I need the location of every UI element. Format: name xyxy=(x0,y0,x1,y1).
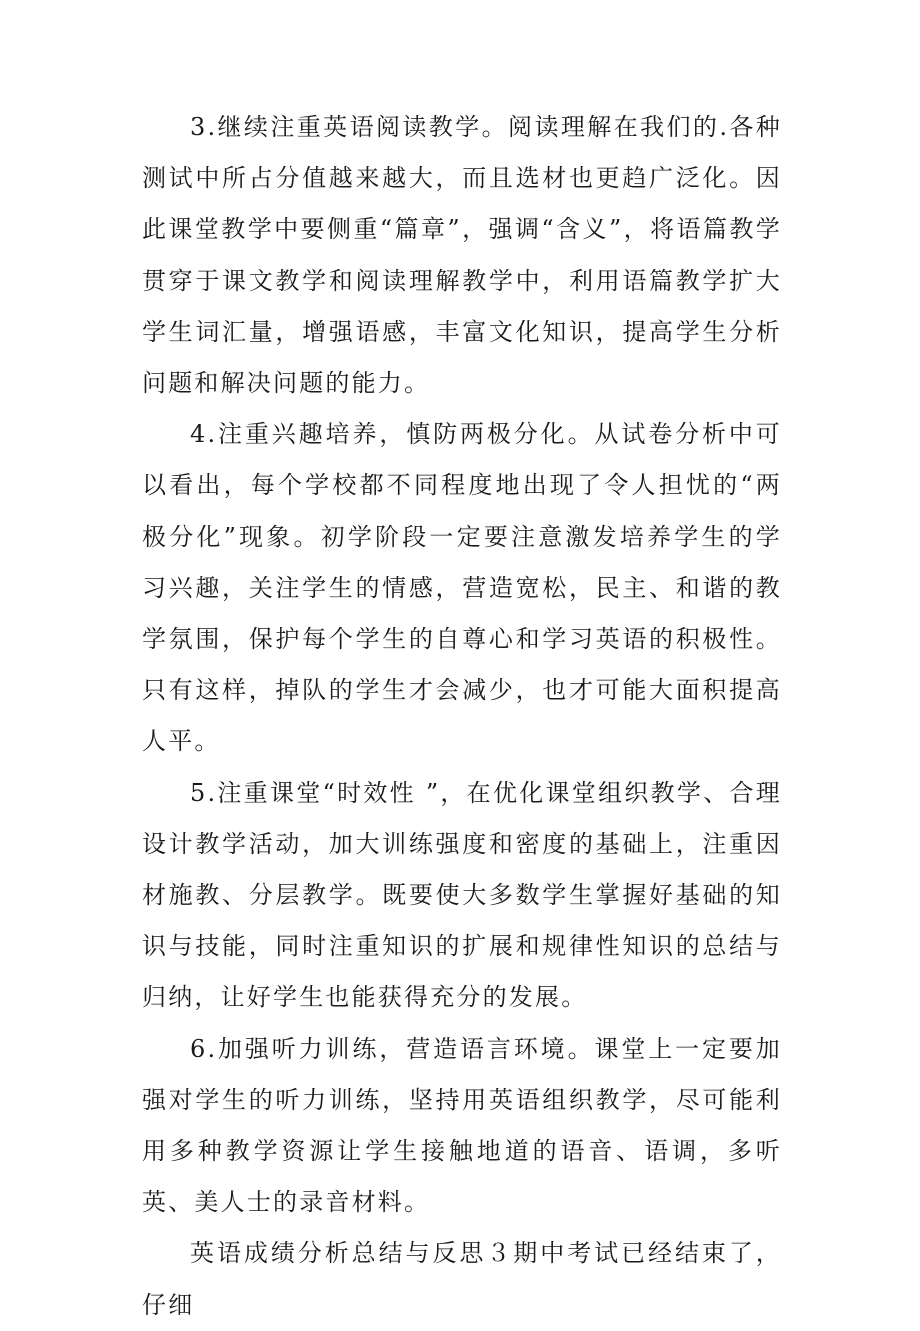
paragraph-interest-cultivation: 4.注重兴趣培养，慎防两极分化。从试卷分析中可以看出，每个学校都不同程度地出现了令人担忧的“两极分化”现象。初学阶段一定要注意激发培养学生的学习兴趣，关注学生的情感，营造宽松，民主、和谐的教学氛围，保护每个学生的自尊心和学习英语的积极性。只有这样，掉队的学生才会减少，也才可能大面积提高人平。 xyxy=(142,420,782,756)
paragraph-reading-teaching: 3.继续注重英语阅读教学。阅读理解在我们的.各种测试中所占分值越来越大，而且选材也更趋广泛化。因此课堂教学中要侧重“篇章”，强调“含义”，将语篇教学贯穿于课文教学和阅读理解教学中，利用语篇教学扩大学生词汇量，增强语感，丰富文化知识，提高学生分析问题和解决问题的能力。 xyxy=(142,113,782,398)
paragraph-listening-training: 6.加强听力训练，营造语言环境。课堂上一定要加强对学生的听力训练，坚持用英语组织教学，尽可能利用多种教学资源让学生接触地道的语音、语调，多听英、美人士的录音材料。 xyxy=(142,1034,782,1217)
paragraph-classroom-efficiency: 5.注重课堂“时效性 ”，在优化课堂组织教学、合理设计教学活动，加大训练强度和密度的基础上，注重因材施教、分层教学。既要使大多数学生掌握好基础的知识与技能，同时注重知识的扩展和规律性知识的总结与归纳，让好学生也能获得充分的发展。 xyxy=(142,778,782,1012)
paragraph-summary-reflection: 英语成绩分析总结与反思３期中考试已经结束了，仔细 xyxy=(142,1239,782,1319)
document-body xyxy=(142,102,782,1331)
